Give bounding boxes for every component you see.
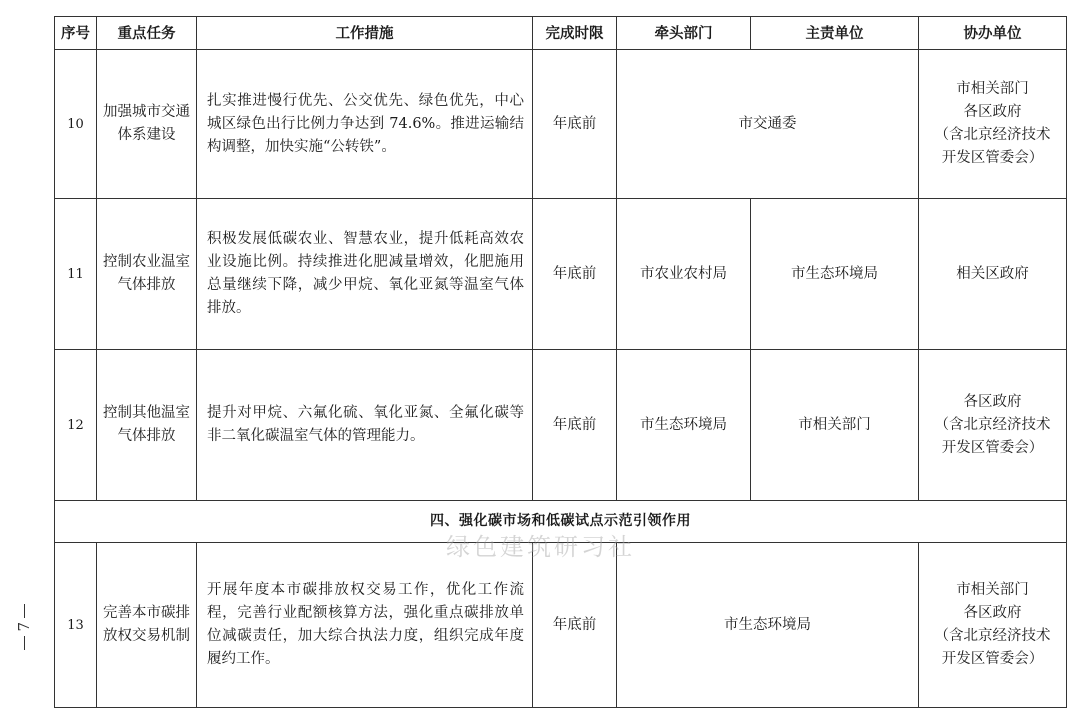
table-row: [55, 199, 1067, 350]
header-seq: 序号: [55, 17, 97, 50]
row-deadline: 年底前: [533, 543, 617, 708]
row-measure: 开展年度本市碳排放权交易工作，优化工作流程，完善行业配额核算方法，强化重点碳排放单位减碳责任，加大综合执法力度，组织完成年度履约工作。: [197, 543, 533, 708]
section-row: [55, 501, 1067, 543]
header-deadline: 完成时限: [533, 17, 617, 50]
row-task: 控制其他温室气体排放: [97, 350, 197, 501]
assist-line: 开发区管委会）: [941, 150, 1044, 166]
row-assist: [919, 350, 1067, 501]
table-row: [55, 543, 1067, 708]
row-lead: 市生态环境局: [617, 350, 751, 501]
page-number-dash-bottom: [24, 636, 25, 650]
page-number-dash-top: [24, 604, 25, 618]
section-title: 四、强化碳市场和低碳试点示范引领作用: [55, 501, 1067, 543]
table-row: [55, 350, 1067, 501]
assist-line: （含北京经济技术: [934, 628, 1051, 644]
row-deadline: 年底前: [533, 199, 617, 350]
row-task: 加强城市交通体系建设: [97, 50, 197, 199]
row-measure: 提升对甲烷、六氟化硫、氧化亚氮、全氟化碳等非二氧化碳温室气体的管理能力。: [197, 350, 533, 501]
watermark: 绿色建筑研习社: [446, 533, 635, 561]
page-number-value: 7: [15, 622, 33, 632]
row-assist: [919, 543, 1067, 708]
assist-line: 各区政府: [963, 605, 1022, 621]
table-row: [55, 50, 1067, 199]
header-lead: 牵头部门: [617, 17, 751, 50]
header-assist: 协办单位: [919, 17, 1067, 50]
assist-line: 各区政府: [963, 393, 1022, 410]
row-seq: 10: [55, 50, 97, 199]
assist-line: 开发区管委会）: [941, 651, 1044, 667]
row-seq: 12: [55, 350, 97, 501]
assist-line: 开发区管委会）: [941, 439, 1044, 456]
page-number: [14, 600, 34, 654]
header-measure: 工作措施: [197, 17, 533, 50]
row-responsible: 市生态环境局: [751, 199, 919, 350]
row-responsible: 市相关部门: [751, 350, 919, 501]
assist-line: （含北京经济技术: [934, 127, 1051, 143]
row-lead-responsible: 市交通委: [617, 50, 919, 199]
row-task: 控制农业温室气体排放: [97, 199, 197, 350]
row-lead-responsible: 市生态环境局: [617, 543, 919, 708]
row-assist: [919, 50, 1067, 199]
row-deadline: 年底前: [533, 50, 617, 199]
header-responsible: 主责单位: [751, 17, 919, 50]
assist-line: 市相关部门: [956, 81, 1029, 97]
assist-line: （含北京经济技术: [934, 416, 1051, 433]
row-deadline: 年底前: [533, 350, 617, 501]
row-seq: 11: [55, 199, 97, 350]
assist-line: 各区政府: [963, 104, 1022, 120]
row-lead: 市农业农村局: [617, 199, 751, 350]
row-measure: 扎实推进慢行优先、公交优先、绿色优先，中心城区绿色出行比例力争达到 74.6%。推进运输结构调整，加快实施“公转铁”。: [197, 50, 533, 199]
task-table: [54, 16, 1067, 708]
row-seq: 13: [55, 543, 97, 708]
assist-line: 市相关部门: [956, 582, 1029, 598]
assist-line: 相关区政府: [956, 265, 1029, 282]
row-assist: [919, 199, 1067, 350]
row-task: 完善本市碳排放权交易机制: [97, 543, 197, 708]
table-header-row: [55, 17, 1067, 50]
row-measure: 积极发展低碳农业、智慧农业，提升低耗高效农业设施比例。持续推进化肥减量增效，化肥施用总量继续下降，减少甲烷、氧化亚氮等温室气体排放。: [197, 199, 533, 350]
header-task: 重点任务: [97, 17, 197, 50]
